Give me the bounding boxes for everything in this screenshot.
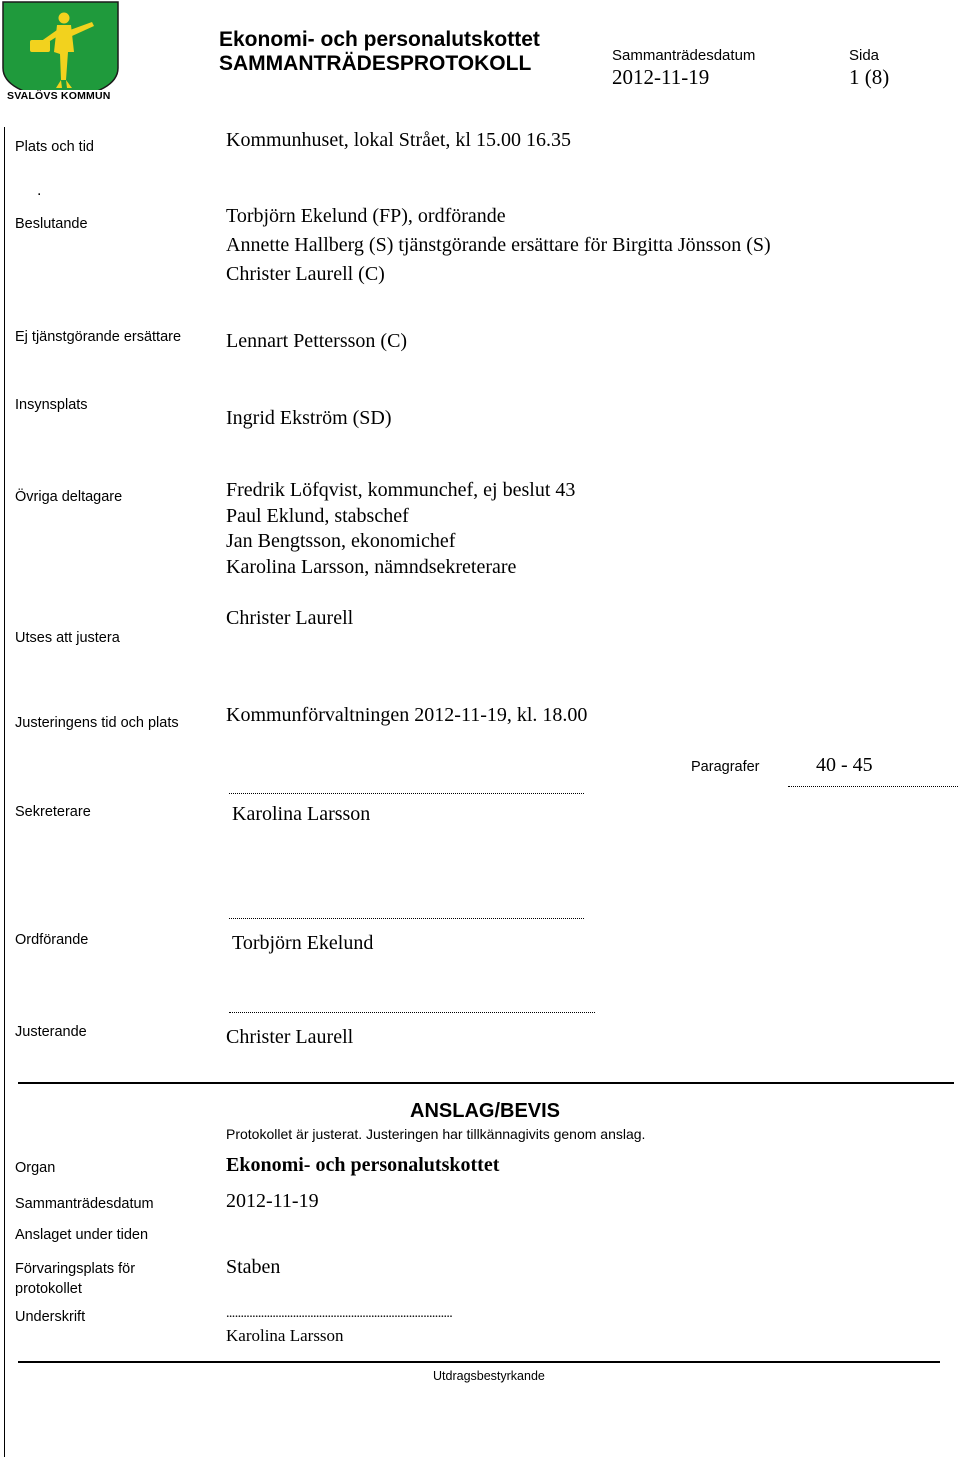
forvaring-label-line-1: Förvaringsplats för (15, 1261, 136, 1277)
ordforande-signature-line (229, 918, 584, 919)
committee-name: Ekonomi- och personalutskottet (219, 28, 540, 51)
ovriga-line-4: Karolina Larsson, nämndsekreterare (226, 556, 517, 578)
dot-mark: . (37, 182, 42, 199)
anslaget-label: Anslaget under tiden (15, 1227, 149, 1243)
beslutande-line-3: Christer Laurell (C) (226, 263, 385, 285)
justering-label: Justeringens tid och plats (15, 715, 179, 731)
paragrafer-value: 40 - 45 (816, 754, 873, 776)
ovriga-label: Övriga deltagare (15, 489, 123, 505)
footer-separator (18, 1361, 940, 1363)
underskrift-label: Underskrift (15, 1309, 86, 1325)
underskrift-name: Karolina Larsson (226, 1326, 344, 1345)
anslag-subtitle: Protokollet är justerat. Justeringen har tillkännagivits genom anslag. (226, 1126, 646, 1142)
justerande-label: Justerande (15, 1024, 87, 1040)
organ-label: Organ (15, 1160, 56, 1176)
ordforande-name: Torbjörn Ekelund (232, 932, 374, 954)
anslag-datum-label: Sammanträdesdatum (15, 1196, 154, 1212)
paragrafer-dotted-line (788, 786, 958, 787)
document-type: SAMMANTRÄDESPROTOKOLL (219, 52, 532, 75)
meeting-date-label: Sammanträdesdatum (612, 47, 756, 64)
organ-value: Ekonomi- och personalutskottet (226, 1154, 500, 1176)
justering-value: Kommunförvaltningen 2012-11-19, kl. 18.00 (226, 704, 588, 726)
anslag-datum-value: 2012-11-19 (226, 1190, 319, 1212)
justerande-signature-line (229, 1012, 595, 1013)
logo-text: SVALÖVS KOMMUN (7, 90, 111, 102)
sekreterare-label: Sekreterare (15, 804, 91, 820)
ej-tjanstgorande-label: Ej tjänstgörande ersättare (15, 329, 182, 345)
ej-tjanstgorande-value: Lennart Pettersson (C) (226, 330, 408, 352)
ovriga-line-1: Fredrik Löfqvist, kommunchef, ej beslut 43 (226, 479, 576, 501)
justerande-name: Christer Laurell (226, 1026, 354, 1048)
left-border (4, 127, 5, 1457)
insynsplats-value: Ingrid Ekström (SD) (226, 407, 392, 429)
utses-value: Christer Laurell (226, 607, 354, 629)
utses-label: Utses att justera (15, 630, 120, 646)
underskrift-dots: .............................................................................. (226, 1306, 453, 1321)
sekreterare-signature-line (229, 793, 584, 794)
sekreterare-name: Karolina Larsson (232, 803, 371, 825)
anslag-title: ANSLAG/BEVIS (410, 1100, 561, 1122)
ordforande-label: Ordförande (15, 932, 89, 948)
plats-label: Plats och tid (15, 139, 94, 155)
forvaring-label-line-2: protokollet (15, 1281, 82, 1297)
anslag-separator (18, 1082, 954, 1084)
page-label: Sida (849, 47, 880, 64)
municipality-logo (0, 0, 121, 104)
beslutande-line-1: Torbjörn Ekelund (FP), ordförande (226, 205, 506, 227)
page-number: 1 (8) (849, 65, 890, 89)
coat-of-arms-icon (0, 0, 121, 104)
ovriga-line-3: Jan Bengtsson, ekonomichef (226, 530, 456, 552)
forvaring-value: Staben (226, 1256, 281, 1278)
beslutande-label: Beslutande (15, 216, 88, 232)
insynsplats-label: Insynsplats (15, 397, 88, 413)
plats-value: Kommunhuset, lokal Strået, kl 15.00 16.35 (226, 129, 571, 151)
meeting-date: 2012-11-19 (612, 65, 710, 89)
beslutande-line-2: Annette Hallberg (S) tjänstgörande ersättare för Birgitta Jönsson (S) (226, 234, 771, 256)
ovriga-line-2: Paul Eklund, stabschef (226, 505, 409, 527)
footer-label: Utdragsbestyrkande (433, 1369, 545, 1383)
paragrafer-label: Paragrafer (691, 759, 760, 775)
